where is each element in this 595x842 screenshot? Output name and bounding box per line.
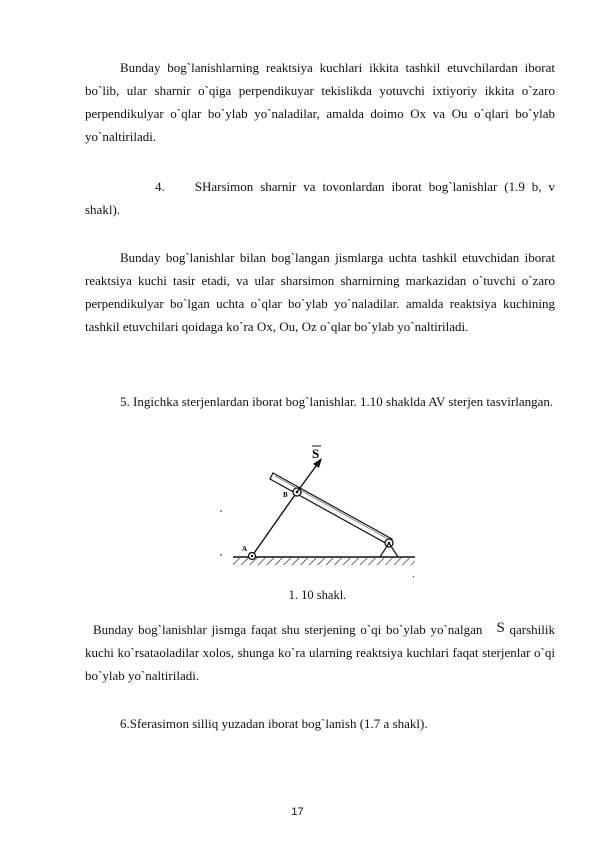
page-number: 17 [291,806,304,818]
paragraph-item-6 [85,712,555,735]
force-arrow-s [297,458,322,492]
point-b-label: B [283,491,288,499]
force-label-s: S [312,446,320,461]
paragraph-bunday-2 [85,246,555,338]
paragraph-text: Bunday bog`lanishlarning reaktsiya kuchlari ikkita tashkil etuvchilardan iborat bo`lib, ular sharnir o`qiga perpendikuyar tekislikda yotuvchi ixtiyoriy ikkita o`zaro perpendikulyar o`qlar bo`ylab yo`naladilar, amalda doimo Ox va Ou o`qlari bo`ylab yo`naltiriladi. [85,60,555,144]
beam-body [270,473,392,545]
paragraph-text: 5. Ingichka sterjenlardan iborat bog`lanishlar. 1.10 shaklda AV sterjen tasvirlangan. [120,394,554,409]
force-symbol-s: S [496,620,505,636]
paragraph-text: Bunday bog`lanishlar bilan bog`langan jismlarga uchta tashkil etuvchidan iborat reaktsiya kuchi tasir etadi, va ular sharsimon sharnirning markazidan o`tuvchi o`zaro perpendikulyar bo`lgan uchta o`qlar bo`ylab yo`naladilar. amalda reaktsiya kuchining tashkil etuvchilari qoidaga ko`ra Ox, Ou, Oz o`qlar bo`ylab yo`naltiriladi. [85,250,555,334]
figure-caption: 1. 10 shakl. [288,588,347,602]
paragraph-item-5 [85,390,555,413]
paragraph-text: Bunday bog`lanishlar jismga faqat shu sterjening o`qi bo`ylab yo`nalgan [93,622,483,637]
hinge-a [249,553,256,560]
paragraph-bunday-3 [85,617,555,687]
rod-ab [252,492,297,556]
point-a-label: A [242,545,248,553]
paragraph-bunday-1 [85,56,555,148]
paragraph-item-4 [85,175,555,221]
paragraph-text: SHarsimon sharnir va tovonlardan iborat bog`lanishlar (1.9 b, v shakl). [85,179,555,217]
ground-hatching [233,558,415,565]
rod-support-diagram [215,438,420,583]
item-number: 4. [155,179,165,194]
paragraph-text-continued: qarshilik kuchi ko`rsataoladilar xolos, shunga ko`ra ularning reaktsiya kuchlari faqat sterjenlar o`qi bo`ylab yo`naltiriladi. [85,622,556,683]
paragraph-text: 6.Sferasimon silliq yuzadan iborat bog`lanish (1.7 a shakl). [120,716,428,731]
figure-1-10 [215,438,420,583]
